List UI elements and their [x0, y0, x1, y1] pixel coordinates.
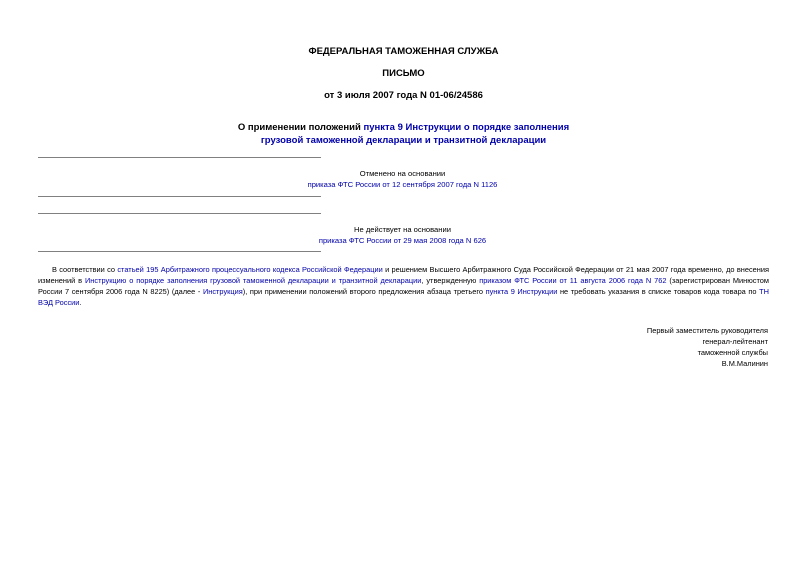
link-tn-ved[interactable]: ТН ВЭД России — [38, 287, 769, 307]
document-subject — [0, 121, 807, 147]
signer-name: В.М.Малинин — [721, 359, 768, 368]
signer-service: таможенной службы — [697, 348, 768, 357]
document-type: ПИСЬМО — [382, 68, 425, 79]
link-instruction[interactable]: Инструкцию о порядке заполнения грузовой таможенной декларации и транзитной декларации — [85, 276, 422, 285]
body-paragraph — [38, 264, 769, 308]
body-text: не требовать указания в списке товаров кода товара по — [557, 287, 760, 296]
body-text: и решением Высшего Арбитражного Суда Российской Федерации от 21 мая 2007 года временно, до внесения изменений в — [38, 265, 769, 285]
signature-block — [600, 325, 768, 369]
notice-link-order-1126[interactable]: приказа ФТС России от 12 сентября 2007 года N 1126 — [307, 180, 498, 189]
signer-rank: генерал-лейтенант — [702, 337, 768, 346]
subject-link-part1[interactable]: пункта 9 Инструкции о порядке заполнения — [363, 122, 570, 133]
agency-title: ФЕДЕРАЛЬНАЯ ТАМОЖЕННАЯ СЛУЖБА — [308, 46, 499, 57]
body-text: (зарегистрирован Минюстом России 7 сентября 2006 года N 8225) (далее - — [38, 276, 769, 296]
body-text: . — [79, 298, 82, 307]
notice-text: Не действует на основании — [354, 225, 451, 234]
status-notice-inactive — [270, 224, 535, 246]
notice-link-order-626[interactable]: приказа ФТС России от 29 мая 2008 года N 626 — [318, 236, 487, 245]
body-text: , утвержденную — [421, 276, 480, 285]
link-apk-article-195[interactable]: статьей 195 Арбитражного процессуального кодекса Российской Федерации — [117, 265, 383, 274]
subject-link-part2[interactable]: грузовой таможенной декларации и транзитной декларации — [260, 135, 547, 146]
link-instruction-short[interactable]: Инструкция — [202, 287, 243, 296]
signer-position: Первый заместитель руководителя — [646, 326, 768, 335]
separator-line — [38, 213, 321, 214]
link-instruction-item-9[interactable]: пункта 9 Инструкции — [485, 287, 558, 296]
status-notice-cancelled — [270, 168, 535, 190]
separator-line — [38, 196, 321, 197]
body-text: В соответствии со — [52, 265, 118, 274]
separator-line — [38, 251, 321, 252]
document-date-number: от 3 июля 2007 года N 01-06/24586 — [324, 90, 483, 101]
subject-prefix: О применении положений — [237, 122, 364, 133]
separator-line — [38, 157, 321, 158]
link-order-762[interactable]: приказом ФТС России от 11 августа 2006 года N 762 — [479, 276, 667, 285]
body-text: ), при применении положений второго предложения абзаца третьего — [242, 287, 486, 296]
notice-text: Отменено на основании — [359, 169, 446, 178]
